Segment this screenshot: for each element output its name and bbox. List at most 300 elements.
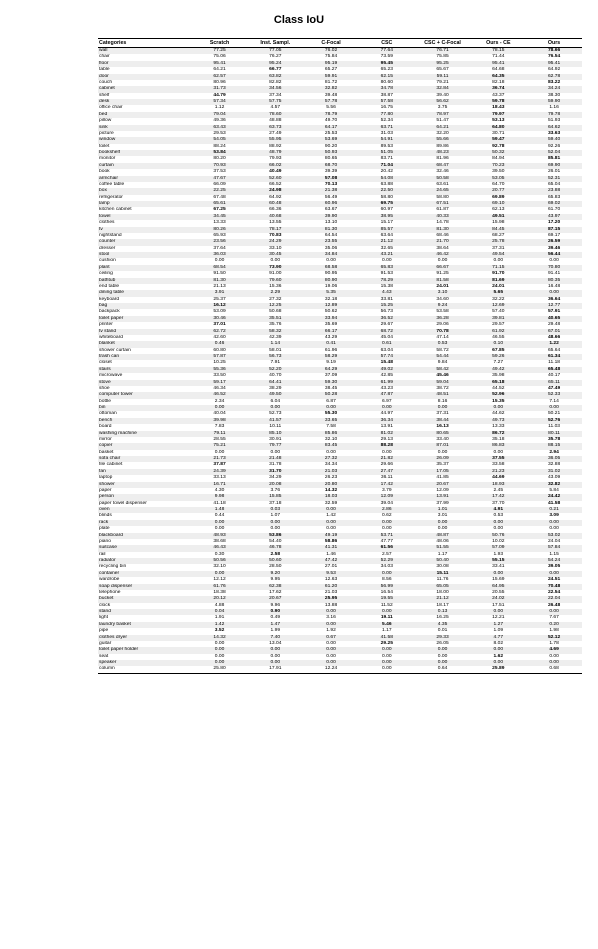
iou-cell: 9.95 xyxy=(270,577,281,583)
category-cell: pipe xyxy=(99,628,109,634)
iou-cell: 3.76 xyxy=(270,487,281,493)
iou-cell: 46.52 xyxy=(192,392,248,398)
iou-cell: 63.67 xyxy=(324,207,338,213)
iou-cell: 0.00 xyxy=(359,666,415,673)
iou-cell: 85.10 xyxy=(247,431,303,437)
iou-cell: 42.85 xyxy=(380,373,393,379)
iou-cell: 40.33 xyxy=(415,214,471,220)
iou-cell: 37.99 xyxy=(436,500,449,506)
category-cell: bed xyxy=(98,112,192,118)
iou-cell: 69.75 xyxy=(359,201,415,207)
category-cell: clothes dryer xyxy=(98,635,192,641)
iou-cell: 52.33 xyxy=(526,392,582,398)
iou-cell: 11.76 xyxy=(436,577,449,583)
iou-cell: 9.24 xyxy=(415,303,471,309)
category-cell: blackboard xyxy=(98,533,192,539)
iou-cell: 52.29 xyxy=(359,558,415,564)
iou-cell: 68.72 xyxy=(359,329,415,335)
iou-cell: 32.46 xyxy=(436,169,449,175)
iou-cell: 26.48 xyxy=(547,602,561,608)
iou-cell: 49.36 xyxy=(213,118,226,124)
iou-cell: 15.17 xyxy=(380,220,393,226)
iou-cell: 61.56 xyxy=(359,545,415,551)
iou-cell: 34.29 xyxy=(269,475,282,481)
iou-cell: 44.52 xyxy=(492,385,505,391)
iou-cell: 50.58 xyxy=(415,176,471,182)
iou-cell: 0.00 xyxy=(415,647,471,653)
iou-cell: 64.68 xyxy=(492,67,505,73)
header-scratch: Scratch xyxy=(192,39,248,48)
iou-cell: 95.19 xyxy=(303,61,359,67)
iou-cell: 89.86 xyxy=(436,143,449,149)
category-cell: basket xyxy=(99,449,114,455)
iou-cell: 53.58 xyxy=(436,309,449,315)
category-cell: picture xyxy=(99,130,114,136)
iou-cell: 20.77 xyxy=(470,188,526,194)
iou-cell: 67.51 xyxy=(415,201,471,207)
iou-cell: 0.00 xyxy=(303,647,359,653)
iou-cell: 22.54 xyxy=(547,589,561,595)
iou-cell: 41.18 xyxy=(213,500,226,506)
iou-cell: 53.02 xyxy=(526,533,582,539)
iou-cell: 52.34 xyxy=(380,118,393,124)
iou-cell: 20.42 xyxy=(380,169,393,175)
iou-cell: 33.13 xyxy=(213,475,226,481)
iou-cell: 56.49 xyxy=(324,194,338,200)
category-cell: couch xyxy=(99,79,113,85)
iou-cell: 64.21 xyxy=(415,125,471,131)
iou-cell: 0.00 xyxy=(270,258,281,264)
iou-cell: 18.00 xyxy=(436,589,449,595)
iou-cell: 9.96 xyxy=(270,602,281,608)
iou-cell: 0.00 xyxy=(247,660,303,666)
iou-cell: 65.27 xyxy=(324,67,338,73)
iou-cell: 78.97 xyxy=(415,112,471,118)
table-title: Class IoU xyxy=(273,14,325,26)
category-cell: door xyxy=(98,74,192,80)
iou-cell: 43.09 xyxy=(547,475,561,481)
category-cell: counter xyxy=(98,239,192,245)
category-cell: shower curtain xyxy=(99,347,131,353)
iou-cell: 88.28 xyxy=(359,443,415,449)
iou-cell: 24.42 xyxy=(526,494,582,500)
iou-cell: 70.13 xyxy=(324,181,338,187)
iou-cell: 95.41 xyxy=(526,61,582,67)
iou-cell: 44.62 xyxy=(492,411,505,417)
iou-cell: 38.29 xyxy=(269,385,282,391)
iou-cell: 0.00 xyxy=(549,258,559,264)
iou-cell: 0.00 xyxy=(214,526,225,532)
iou-cell: 21.70 xyxy=(415,239,471,245)
category-cell: light xyxy=(99,615,108,621)
iou-cell: 25.37 xyxy=(213,296,226,302)
iou-cell: 23.56 xyxy=(192,239,248,245)
iou-cell: 51.05 xyxy=(359,150,415,156)
iou-cell: 54.40 xyxy=(269,538,282,544)
iou-cell: 48.23 xyxy=(415,150,471,156)
iou-cell: 91.25 xyxy=(436,271,449,277)
iou-cell: 50.28 xyxy=(303,392,359,398)
iou-cell: 67.25 xyxy=(213,207,226,213)
iou-cell: 36.64 xyxy=(547,296,561,302)
iou-cell: 57.75 xyxy=(247,99,303,105)
table-body xyxy=(98,48,582,674)
iou-cell: 0.00 xyxy=(382,653,392,659)
iou-cell: 25.78 xyxy=(470,239,526,245)
iou-cell: 11.18 xyxy=(548,360,561,366)
iou-cell: 76.54 xyxy=(547,54,561,60)
iou-cell: 1.07 xyxy=(270,513,281,519)
iou-cell: 43.21 xyxy=(359,252,415,258)
category-cell: blinds xyxy=(99,513,112,519)
iou-cell: 27.32 xyxy=(269,296,282,302)
iou-cell: 52.73 xyxy=(269,411,282,417)
iou-cell: 17.42 xyxy=(359,482,415,488)
iou-cell: 56.99 xyxy=(359,584,415,590)
iou-cell: 52.20 xyxy=(247,367,303,373)
iou-cell: 57.58 xyxy=(359,99,415,105)
iou-cell: 61.70 xyxy=(547,207,561,213)
iou-cell: 79.60 xyxy=(247,278,303,284)
iou-cell: 49.19 xyxy=(303,533,359,539)
iou-cell: 40.17 xyxy=(547,373,561,379)
iou-cell: 12.09 xyxy=(359,494,415,500)
iou-cell: 35.37 xyxy=(436,462,449,468)
iou-cell: 0.30 xyxy=(214,551,225,557)
category-cell: recycling bin xyxy=(99,564,127,570)
iou-cell: 16.75 xyxy=(380,105,393,111)
iou-cell: 24.04 xyxy=(547,538,561,544)
iou-cell: 86.72 xyxy=(470,431,526,437)
iou-cell: 16.12 xyxy=(192,303,248,309)
category-cell: dining table xyxy=(98,290,192,296)
iou-cell: 37.34 xyxy=(269,92,282,98)
iou-cell: 1.91 xyxy=(214,615,225,621)
iou-cell: 64.92 xyxy=(269,194,282,200)
category-cell: board xyxy=(99,424,112,430)
iou-cell: 64.62 xyxy=(526,125,582,131)
iou-cell: 0.00 xyxy=(493,449,504,455)
category-cell: ottoman xyxy=(99,411,117,417)
iou-cell: 58.29 xyxy=(303,354,359,360)
iou-cell: 36.28 xyxy=(415,316,471,322)
iou-cell: 50.93 xyxy=(303,150,359,156)
iou-cell: 29.57 xyxy=(492,322,505,328)
iou-cell: 33.81 xyxy=(380,296,393,302)
category-cell: closet xyxy=(99,360,112,366)
iou-cell: 68.70 xyxy=(303,163,359,169)
iou-cell: 0.00 xyxy=(192,405,248,411)
category-cell: suitcase xyxy=(98,545,192,551)
iou-cell: 83.22 xyxy=(547,79,561,85)
iou-cell: 0.00 xyxy=(192,647,248,653)
iou-cell: 53.13 xyxy=(492,118,505,124)
iou-cell: 61.34 xyxy=(526,354,582,360)
iou-cell: 49.02 xyxy=(359,367,415,373)
category-cell: chair xyxy=(99,54,110,60)
iou-cell: 44.69 xyxy=(492,475,505,481)
iou-cell: 65.18 xyxy=(470,380,526,386)
iou-cell: 47.14 xyxy=(436,334,449,340)
iou-cell: 32.10 xyxy=(324,436,338,442)
iou-cell: 76.27 xyxy=(269,54,282,60)
category-cell: bathtub xyxy=(98,278,192,284)
iou-cell: 22.04 xyxy=(526,596,582,602)
iou-cell: 0.00 xyxy=(270,526,281,532)
iou-cell: 88.24 xyxy=(213,143,226,149)
iou-cell: 75.85 xyxy=(436,54,449,60)
iou-cell: 25.80 xyxy=(192,666,248,673)
iou-cell: 65.64 xyxy=(547,347,561,353)
category-cell: fan xyxy=(98,469,192,475)
iou-cell: 49.73 xyxy=(470,418,526,424)
iou-cell: 60.97 xyxy=(380,207,393,213)
iou-cell: 39.90 xyxy=(303,214,359,220)
iou-cell: 62.15 xyxy=(359,74,415,80)
iou-cell: 20.67 xyxy=(415,482,471,488)
category-cell: bench xyxy=(98,418,192,424)
iou-cell: 1.99 xyxy=(270,628,281,634)
category-cell: column xyxy=(98,666,192,673)
category-cell: stand xyxy=(98,609,192,615)
iou-cell: 29.13 xyxy=(380,436,393,442)
iou-cell: 27.01 xyxy=(324,564,338,570)
iou-cell: 64.29 xyxy=(303,367,359,373)
category-cell: tv xyxy=(98,227,192,233)
iou-cell: 0.00 xyxy=(214,449,225,455)
iou-cell: 3.91 xyxy=(192,290,248,296)
iou-cell: 63.71 xyxy=(359,125,415,131)
iou-cell: 21.38 xyxy=(303,188,359,194)
iou-cell: 1.15 xyxy=(549,551,559,557)
iou-cell: 17.91 xyxy=(247,666,303,673)
iou-cell: 1.48 xyxy=(192,507,248,513)
iou-cell: 35.69 xyxy=(324,322,338,328)
iou-cell: 7.58 xyxy=(326,424,336,430)
iou-cell: 0.00 xyxy=(270,653,281,659)
category-cell: tv stand xyxy=(98,329,192,335)
iou-cell: 82.82 xyxy=(269,79,282,85)
iou-cell: 78.66 xyxy=(526,48,582,55)
iou-cell: 12.21 xyxy=(492,615,505,621)
iou-cell: 21.73 xyxy=(192,456,248,462)
iou-cell: 1.14 xyxy=(247,341,303,347)
category-cell: computer tower xyxy=(98,392,192,398)
iou-cell: 49.42 xyxy=(470,367,526,373)
iou-cell: 6.04 xyxy=(270,398,281,404)
category-cell: plant xyxy=(98,265,192,271)
iou-cell: 61.20 xyxy=(303,584,359,590)
iou-cell: 24.98 xyxy=(247,188,303,194)
iou-cell: 54.24 xyxy=(526,558,582,564)
iou-cell: 1.16 xyxy=(549,105,559,111)
iou-cell: 95.25 xyxy=(415,61,471,67)
iou-cell: 31.70 xyxy=(247,469,303,475)
category-cell: ceiling xyxy=(99,271,113,277)
category-cell: pillow xyxy=(99,118,112,124)
iou-cell: 7.67 xyxy=(549,615,559,621)
iou-cell: 58.80 xyxy=(436,194,449,200)
iou-cell: 78.60 xyxy=(247,112,303,118)
iou-cell: 81.58 xyxy=(415,278,471,284)
iou-cell: 66.17 xyxy=(303,329,359,335)
iou-cell: 0.00 xyxy=(470,647,526,653)
category-cell: desk xyxy=(98,99,192,105)
iou-cell: 55.36 xyxy=(192,367,248,373)
iou-cell: 13.55 xyxy=(269,220,282,226)
iou-cell: 5.35 xyxy=(303,290,359,296)
iou-cell: 18.03 xyxy=(303,494,359,500)
iou-cell: 0.00 xyxy=(382,449,392,455)
iou-cell: 21.23 xyxy=(470,469,526,475)
iou-cell: 3.10 xyxy=(415,290,471,296)
iou-cell: 0.00 xyxy=(437,449,448,455)
category-cell: curtain xyxy=(98,163,192,169)
iou-cell: 79.97 xyxy=(470,112,526,118)
iou-cell: 50.40 xyxy=(415,558,471,564)
iou-cell: 1.47 xyxy=(247,622,303,628)
table-header xyxy=(98,39,582,48)
category-cell: washing machine xyxy=(98,431,192,437)
iou-cell: 86.83 xyxy=(470,443,526,449)
iou-cell: 70.23 xyxy=(470,163,526,169)
iou-cell: 39.46 xyxy=(547,245,561,251)
iou-cell: 23.55 xyxy=(303,239,359,245)
iou-cell: 0.00 xyxy=(437,258,448,264)
iou-cell: 32.82 xyxy=(303,86,359,92)
iou-cell: 0.00 xyxy=(326,526,336,532)
iou-cell: 37.70 xyxy=(492,500,505,506)
iou-cell: 32.84 xyxy=(415,86,471,92)
iou-cell: 0.00 xyxy=(470,660,526,666)
header-inst-sampl: Inst. Sampl. xyxy=(247,39,303,48)
iou-cell: 91.41 xyxy=(547,271,561,277)
iou-cell: 19.11 xyxy=(380,615,393,621)
iou-cell: 23.88 xyxy=(526,188,582,194)
iou-cell: 63.43 xyxy=(192,125,248,131)
iou-cell: 51.93 xyxy=(547,118,561,124)
iou-cell: 35.18 xyxy=(492,436,505,442)
iou-cell: 77.25 xyxy=(192,48,248,55)
iou-cell: 50.60 xyxy=(247,558,303,564)
iou-cell: 8.16 xyxy=(437,398,448,404)
iou-cell: 13.10 xyxy=(324,220,338,226)
iou-cell: 0.13 xyxy=(415,609,471,615)
iou-cell: 3.01 xyxy=(437,513,448,519)
iou-cell: 80.35 xyxy=(526,278,582,284)
iou-cell: 92.26 xyxy=(547,143,561,149)
iou-cell: 39.81 xyxy=(470,316,526,322)
iou-cell: 80.20 xyxy=(213,156,226,162)
iou-cell: 48.87 xyxy=(415,533,471,539)
iou-cell: 77.80 xyxy=(359,112,415,118)
iou-cell: 0.00 xyxy=(192,520,248,526)
iou-cell: 40.49 xyxy=(269,169,282,175)
iou-cell: 17.05 xyxy=(415,469,471,475)
category-cell: paper xyxy=(99,487,112,493)
iou-cell: 65.67 xyxy=(436,67,449,73)
iou-cell: 36.03 xyxy=(192,252,248,258)
iou-cell: 7.14 xyxy=(549,398,559,404)
iou-cell: 81.30 xyxy=(303,227,359,233)
iou-cell: 27.47 xyxy=(359,469,415,475)
iou-cell: 50.56 xyxy=(192,558,248,564)
iou-cell: 0.00 xyxy=(526,609,582,615)
iou-cell: 45.04 xyxy=(380,334,393,340)
iou-cell: 0.67 xyxy=(303,635,359,641)
iou-cell: 41.85 xyxy=(436,475,449,481)
iou-cell: 36.11 xyxy=(380,475,393,481)
iou-cell: 63.73 xyxy=(247,125,303,131)
iou-cell: 87.01 xyxy=(415,443,471,449)
iou-cell: 32.88 xyxy=(547,462,561,468)
category-cell: bag xyxy=(98,303,192,309)
iou-cell: 13.88 xyxy=(324,602,338,608)
iou-cell: 29.66 xyxy=(380,462,393,468)
iou-cell: 69.89 xyxy=(492,194,505,200)
iou-cell: 49.70 xyxy=(324,118,338,124)
iou-cell: 58.86 xyxy=(324,538,338,544)
iou-cell: 36.52 xyxy=(359,316,415,322)
iou-cell: 61.99 xyxy=(359,380,415,386)
iou-cell: 12.24 xyxy=(303,666,359,673)
iou-cell: 0.00 xyxy=(549,526,559,532)
iou-cell: 0.00 xyxy=(415,520,471,526)
iou-cell: 64.92 xyxy=(547,67,561,73)
iou-cell: 71.44 xyxy=(492,54,505,60)
iou-cell: 68.58 xyxy=(303,265,359,271)
iou-cell: 48.93 xyxy=(192,533,248,539)
iou-cell: 54.05 xyxy=(192,137,248,143)
iou-cell: 0.00 xyxy=(270,449,281,455)
iou-cell: 36.74 xyxy=(470,86,526,92)
iou-cell: 0.00 xyxy=(303,520,359,526)
iou-cell: 60.48 xyxy=(247,201,303,207)
iou-cell: 17.42 xyxy=(470,494,526,500)
iou-cell: 29.53 xyxy=(213,130,226,136)
iou-cell: 21.82 xyxy=(359,456,415,462)
category-cell: toilet xyxy=(99,143,110,149)
header-ours: Ours xyxy=(526,39,582,48)
iou-cell: 2.45 xyxy=(493,487,504,493)
iou-cell: 16.54 xyxy=(380,589,393,595)
iou-cell: 33.63 xyxy=(547,130,561,136)
iou-cell: 91.53 xyxy=(380,271,393,277)
iou-cell: 57.09 xyxy=(470,545,526,551)
iou-cell: 46.55 xyxy=(492,334,505,340)
iou-cell: 29.25 xyxy=(380,640,393,646)
iou-cell: 15.25 xyxy=(359,303,415,309)
iou-cell: 20.12 xyxy=(192,596,248,602)
iou-cell: 29.33 xyxy=(415,635,471,641)
iou-cell: 51.55 xyxy=(415,545,471,551)
iou-cell: 4.77 xyxy=(470,635,526,641)
iou-cell: 34.45 xyxy=(192,214,248,220)
header-csc-c-focal: CSC + C-Focal xyxy=(415,39,471,48)
iou-cell: 50.68 xyxy=(269,309,282,315)
iou-cell: 0.00 xyxy=(359,660,415,666)
category-cell: speaker xyxy=(98,660,192,666)
iou-cell: 24.39 xyxy=(192,469,248,475)
iou-cell: 37.64 xyxy=(213,245,226,251)
iou-cell: 57.08 xyxy=(303,176,359,182)
iou-cell: 59.11 xyxy=(415,74,471,80)
iou-cell: 53.05 xyxy=(470,176,526,182)
iou-cell: 42.60 xyxy=(213,334,226,340)
iou-cell: 9.98 xyxy=(192,494,248,500)
header-row xyxy=(98,39,582,48)
iou-cell: 58.80 xyxy=(380,194,393,200)
